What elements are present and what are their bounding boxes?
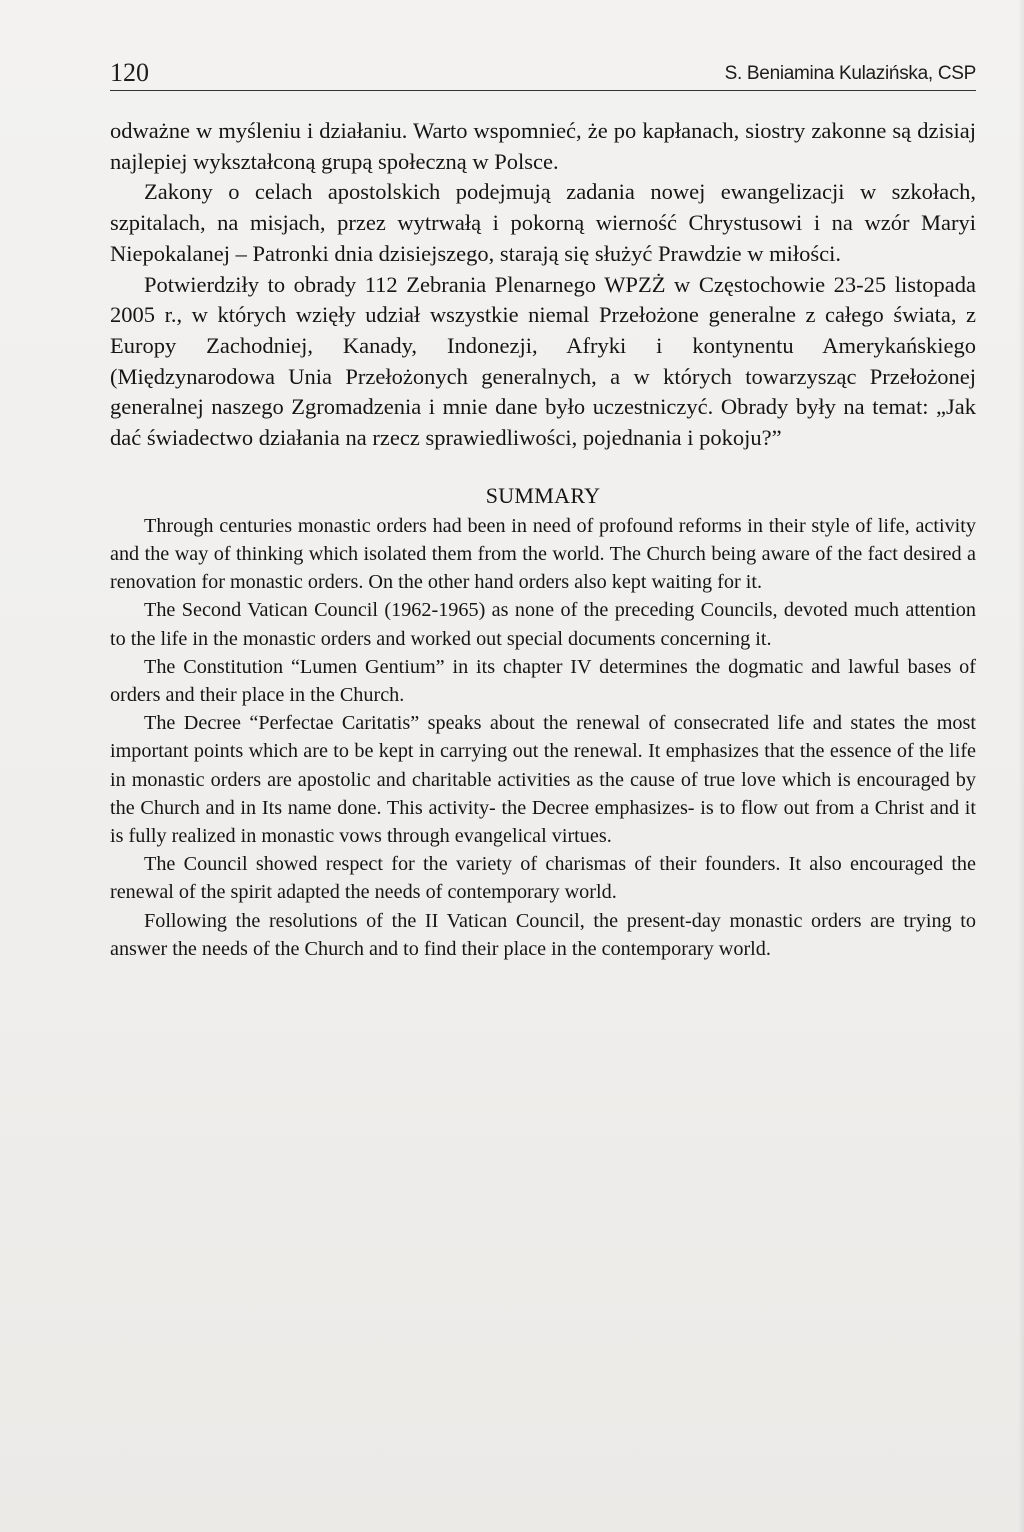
summary-paragraph: The Second Vatican Council (1962-1965) as none of the preceding Councils, devoted much attention to the life in the monastic orders and worked out special documents concerning it. xyxy=(110,599,976,650)
summary-heading: SUMMARY xyxy=(485,482,601,508)
body-text xyxy=(110,116,976,963)
summary-paragraph: Following the resolutions of the II Vatican Council, the present-day monastic orders are trying to answer the needs of the Church and to find their place in the contemporary world. xyxy=(110,909,976,960)
page-number: 120 xyxy=(110,58,149,87)
summary-paragraph: The Constitution “Lumen Gentium” in its chapter IV determines the dogmatic and lawful bases of orders and their place in the Church. xyxy=(110,655,976,706)
scan-edge-shadow xyxy=(1018,0,1024,1532)
polish-section xyxy=(110,116,976,454)
summary-section xyxy=(110,482,976,963)
paragraph: odważne w myśleniu i działaniu. Warto wspomnieć, że po kapłanach, siostry zakonne są dzisiaj najlepiej wykształconą grupą społeczną w Polsce. xyxy=(110,118,976,174)
running-head-author: S. Beniamina Kulazińska, CSP xyxy=(724,63,976,84)
summary-paragraph: Through centuries monastic orders had been in need of profound reforms in their style of life, activity and the way of thinking which isolated them from the world. The Church being aware of the fact desired a renovation for monastic orders. On the other hand orders also kept waiting for it. xyxy=(110,514,976,594)
page-header xyxy=(110,58,976,91)
summary-paragraph: The Council showed respect for the variety of charismas of their founders. It also encouraged the renewal of the spirit adapted the needs of contemporary world. xyxy=(110,853,976,904)
summary-paragraph: The Decree “Perfectae Caritatis” speaks about the renewal of consecrated life and states the most important points which are to be kept in carrying out the renewal. It emphasizes that the essence of the life in monastic orders are apostolic and charitable activities as the cause of true love which is encouraged by the Church and in Its name done. This activity- the Decree emphasizes- is to flow out from a Christ and it is fully realized in monastic vows through evangelical virtues. xyxy=(110,712,976,847)
paragraph: Zakony o celach apostolskich podejmują zadania nowej ewangelizacji w szkołach, szpitalach, na misjach, przez wytrwałą i pokorną wierność Chrystusowi i na wzór Maryi Niepokalanej – Patronki dnia dzisiejszego, starają się służyć Prawdzie w miłości. xyxy=(110,179,976,266)
paragraph: Potwierdziły to obrady 112 Zebrania Plenarnego WPZŻ w Częstochowie 23-25 listopada 2005 r., w których wzięły udział wszystkie niemal Przełożone generalne z całego świata, z Europy Zachodniej, Kanady, Indonezji, Afryki i kontynentu Amerykańskiego (Międzynarodowa Unia Przełożonych generalnych, a w których towarzysząc Przełożonej generalnej naszego Zgromadzenia i mnie dane było uczestniczyć. Obrady były na temat: „Jak dać świadectwo działania na rzecz sprawiedliwości, pojednania i pokoju?” xyxy=(110,271,976,451)
